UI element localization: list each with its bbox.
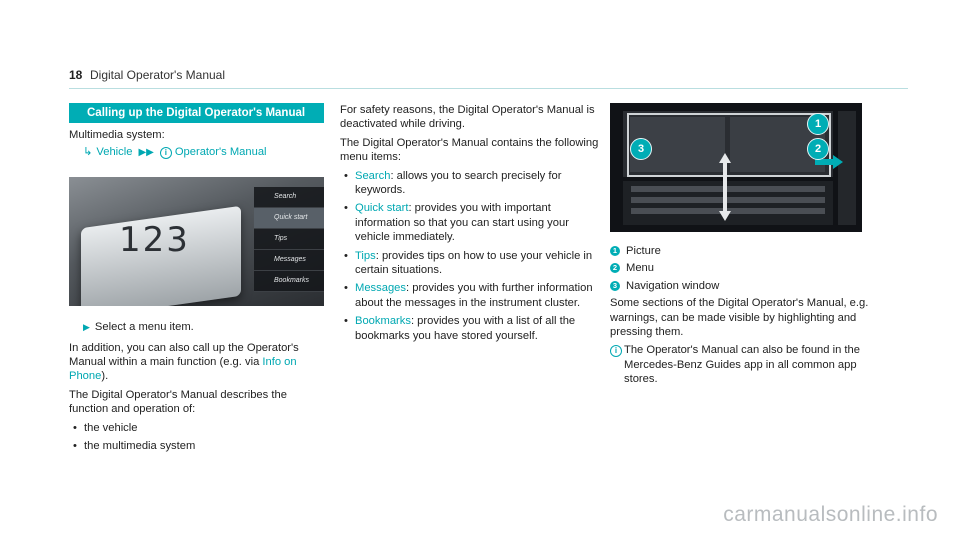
action-text: Select a menu item. <box>94 321 194 334</box>
list-item <box>340 169 602 198</box>
search-link[interactable]: Search <box>355 169 391 182</box>
legend-item <box>610 261 870 275</box>
info-note <box>610 343 870 386</box>
scope-list <box>69 421 324 454</box>
screen-menu-item: Tips <box>254 229 324 250</box>
menu-screenshot <box>69 177 324 306</box>
path-operators-manual[interactable]: Operator's Manual <box>174 145 267 158</box>
column-left <box>69 103 324 457</box>
screen-menu-item: Search <box>254 187 324 208</box>
action-step <box>69 320 324 334</box>
section-title: Calling up the Digital Operator's Manual <box>69 103 324 123</box>
triangle-bullet-icon: ▶ <box>83 322 90 333</box>
legend-item <box>610 279 870 293</box>
list-item: • the vehicle <box>69 421 324 435</box>
list-item <box>340 314 602 343</box>
item-desc: : allows you to search precisely for keywords. <box>355 169 562 197</box>
legend-item <box>610 244 870 258</box>
double-arrow-icon <box>719 153 731 221</box>
legend-label: Picture <box>626 245 661 257</box>
para-text: ). <box>101 370 109 383</box>
legend-badge: 2 <box>610 263 620 273</box>
paragraph-sections: Some sections of the Digital Operator's Manual, e.g. warnings, can be made visible by highlighting and pressing them. <box>610 297 869 339</box>
quick-start-link[interactable]: Quick start <box>355 202 409 215</box>
list-item <box>340 249 602 278</box>
screen-menu-item: Messages <box>254 250 324 271</box>
diagram-badge-1: 1 <box>807 113 829 135</box>
legend-label: Navigation window <box>626 279 720 292</box>
diagram-badge-2: 2 <box>807 138 829 160</box>
system-label: Multimedia system: <box>69 129 165 142</box>
para-text: In addition, you can also call up the Operator's Manual within a main function (e.g. via <box>69 341 299 369</box>
double-chevron-icon: ▶▶ <box>138 146 154 158</box>
page-header-title: Digital Operator's Manual <box>90 68 226 82</box>
watermark: carmanualsonline.info <box>723 503 938 526</box>
menu-path <box>69 145 324 160</box>
diagram-badge-3: 3 <box>630 138 652 160</box>
info-on-phone-link[interactable]: Info on Phone <box>69 356 297 383</box>
item-desc: : provides tips on how to use your vehicle in certain situations. <box>355 249 593 277</box>
list-item <box>340 281 602 310</box>
screen-menu-item: Quick start <box>254 208 324 229</box>
info-icon: i <box>610 345 622 357</box>
item-desc: : provides you with further information about the messages in the instrument cluster. <box>355 282 593 309</box>
screen-menu <box>254 187 324 291</box>
paragraph-main-function <box>69 341 324 384</box>
path-vehicle[interactable]: Vehicle <box>96 145 133 158</box>
tips-link[interactable]: Tips <box>355 249 376 262</box>
paragraph-contains: The Digital Operator's Manual contains the following menu items: <box>340 136 599 164</box>
messages-link[interactable]: Messages <box>355 282 406 295</box>
item-desc: : provides you with important information so that you can start using your vehicle immediately. <box>355 202 569 244</box>
list-item <box>340 201 602 244</box>
display-digits: 123 <box>119 220 190 261</box>
arrow-icon: ↳ <box>83 145 93 158</box>
column-middle <box>340 103 602 347</box>
manual-layout-diagram <box>610 103 862 232</box>
item-desc: : provides you with a list of all the bookmarks you have stored yourself. <box>355 315 576 342</box>
info-icon: i <box>160 147 172 159</box>
list-item: • the multimedia system <box>69 439 324 453</box>
note-text: The Operator's Manual can also be found in the Mercedes-Benz Guides app in all common app stores. <box>624 344 860 386</box>
menu-items-list <box>340 169 602 343</box>
legend-badge: 1 <box>610 246 620 256</box>
legend-badge: 3 <box>610 281 620 291</box>
bookmarks-link[interactable]: Bookmarks <box>355 315 411 328</box>
column-right <box>610 103 870 387</box>
page-number: 18 <box>69 68 83 82</box>
paragraph-safety: For safety reasons, the Digital Operator's Manual is deactivated while driving. <box>340 104 595 131</box>
screen-menu-item: Bookmarks <box>254 271 324 292</box>
legend-label: Menu <box>626 262 654 275</box>
header-divider <box>69 88 908 89</box>
paragraph-describes: The Digital Operator's Manual describes the function and operation of: <box>69 388 287 416</box>
